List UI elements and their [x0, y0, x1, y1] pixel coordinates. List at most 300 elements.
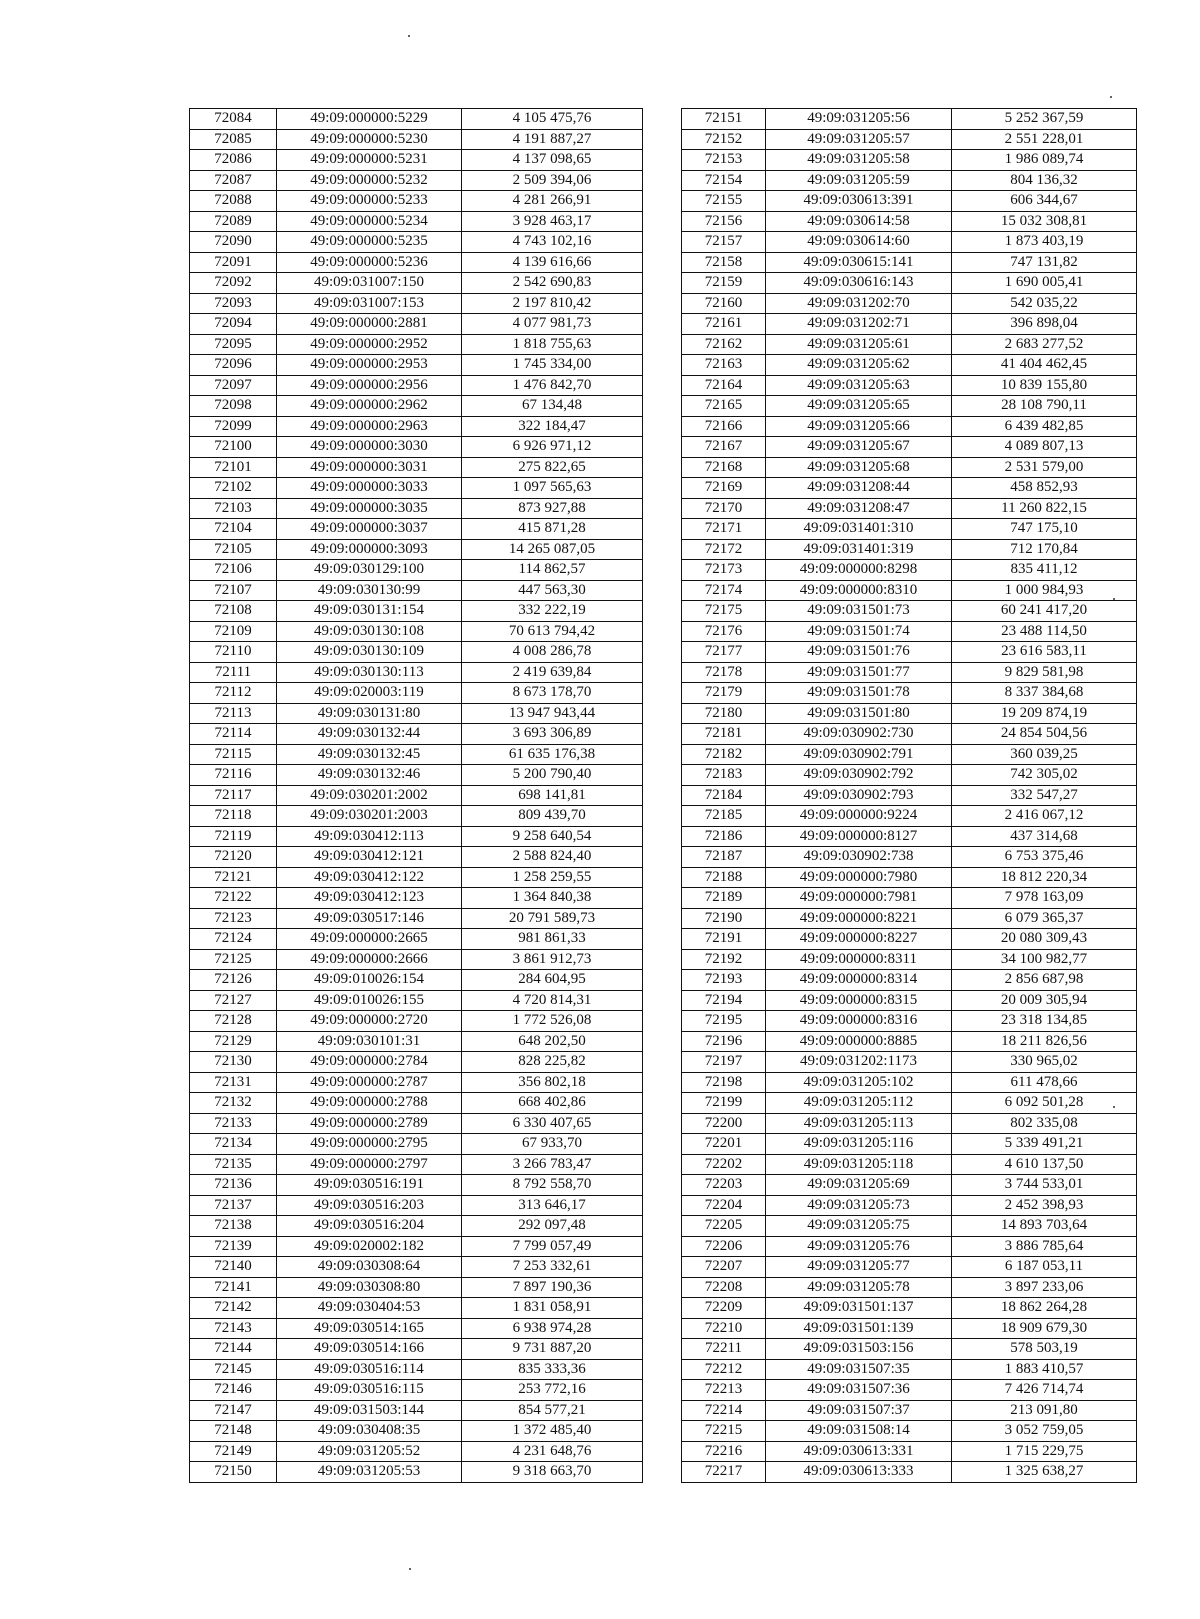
row-number: 72165 — [682, 396, 766, 417]
table-row — [682, 252, 1137, 273]
cadastral-number: 49:09:000000:5236 — [277, 252, 462, 273]
table-row — [190, 1031, 643, 1052]
cadastral-number: 49:09:030516:203 — [277, 1195, 462, 1216]
table-row — [682, 703, 1137, 724]
table-row — [190, 1236, 643, 1257]
cadastral-number: 49:09:000000:2956 — [277, 375, 462, 396]
cadastral-number: 49:09:000000:5230 — [277, 129, 462, 150]
table-row — [190, 1257, 643, 1278]
row-number: 72169 — [682, 478, 766, 499]
amount-value: 1 325 638,27 — [952, 1462, 1137, 1483]
amount-value: 313 646,17 — [462, 1195, 643, 1216]
amount-value: 3 861 912,73 — [462, 949, 643, 970]
table-row — [190, 703, 643, 724]
row-number: 72094 — [190, 314, 277, 335]
table-row — [190, 1339, 643, 1360]
cadastral-number: 49:09:030130:113 — [277, 662, 462, 683]
row-number: 72152 — [682, 129, 766, 150]
table-row — [682, 170, 1137, 191]
row-number: 72095 — [190, 334, 277, 355]
table-row — [682, 1318, 1137, 1339]
row-number: 72158 — [682, 252, 766, 273]
cadastral-number: 49:09:031205:63 — [766, 375, 952, 396]
table-row — [190, 662, 643, 683]
amount-value: 1 745 334,00 — [462, 355, 643, 376]
cadastral-number: 49:09:030308:64 — [277, 1257, 462, 1278]
cadastral-number: 49:09:000000:2666 — [277, 949, 462, 970]
row-number: 72170 — [682, 498, 766, 519]
cadastral-number: 49:09:000000:5235 — [277, 232, 462, 253]
row-number: 72112 — [190, 683, 277, 704]
amount-value: 1 772 526,08 — [462, 1011, 643, 1032]
table-row — [682, 908, 1137, 929]
row-number: 72139 — [190, 1236, 277, 1257]
row-number: 72113 — [190, 703, 277, 724]
cadastral-number: 49:09:031205:61 — [766, 334, 952, 355]
table-row — [190, 396, 643, 417]
table-row — [190, 867, 643, 888]
table-row — [190, 519, 643, 540]
table-row — [190, 1400, 643, 1421]
cadastral-number: 49:09:031205:56 — [766, 109, 952, 130]
row-number: 72140 — [190, 1257, 277, 1278]
table-row — [190, 498, 643, 519]
table-row — [682, 478, 1137, 499]
row-number: 72192 — [682, 949, 766, 970]
amount-value: 2 416 067,12 — [952, 806, 1137, 827]
row-number: 72214 — [682, 1400, 766, 1421]
table-row — [682, 1298, 1137, 1319]
cadastral-number: 49:09:000000:8221 — [766, 908, 952, 929]
row-number: 72177 — [682, 642, 766, 663]
row-number: 72194 — [682, 990, 766, 1011]
row-number: 72197 — [682, 1052, 766, 1073]
amount-value: 2 551 228,01 — [952, 129, 1137, 150]
cadastral-number: 49:09:031202:71 — [766, 314, 952, 335]
row-number: 72109 — [190, 621, 277, 642]
amount-value: 9 829 581,98 — [952, 662, 1137, 683]
cadastral-number: 49:09:000000:7981 — [766, 888, 952, 909]
table-row — [190, 211, 643, 232]
row-number: 72162 — [682, 334, 766, 355]
row-number: 72145 — [190, 1359, 277, 1380]
row-number: 72114 — [190, 724, 277, 745]
row-number: 72123 — [190, 908, 277, 929]
table-row — [190, 170, 643, 191]
amount-value: 606 344,67 — [952, 191, 1137, 212]
amount-value: 698 141,81 — [462, 785, 643, 806]
amount-value: 9 258 640,54 — [462, 826, 643, 847]
amount-value: 60 241 417,20 — [952, 601, 1137, 622]
cadastral-number: 49:09:000000:9224 — [766, 806, 952, 827]
amount-value: 1 372 485,40 — [462, 1421, 643, 1442]
row-number: 72151 — [682, 109, 766, 130]
row-number: 72092 — [190, 273, 277, 294]
amount-value: 2 542 690,83 — [462, 273, 643, 294]
table-row — [682, 621, 1137, 642]
amount-value: 747 175,10 — [952, 519, 1137, 540]
row-number: 72153 — [682, 150, 766, 171]
amount-value: 4 105 475,76 — [462, 109, 643, 130]
table-row — [682, 437, 1137, 458]
cadastral-number: 49:09:031501:73 — [766, 601, 952, 622]
row-number: 72207 — [682, 1257, 766, 1278]
row-number: 72176 — [682, 621, 766, 642]
amount-value: 1 476 842,70 — [462, 375, 643, 396]
row-number: 72137 — [190, 1195, 277, 1216]
cadastral-number: 49:09:031205:59 — [766, 170, 952, 191]
row-number: 72099 — [190, 416, 277, 437]
amount-value: 611 478,66 — [952, 1072, 1137, 1093]
table-row — [190, 1318, 643, 1339]
amount-value: 3 744 533,01 — [952, 1175, 1137, 1196]
cadastral-number: 49:09:000000:2789 — [277, 1113, 462, 1134]
cadastral-number: 49:09:031205:76 — [766, 1236, 952, 1257]
amount-value: 6 330 407,65 — [462, 1113, 643, 1134]
table-row — [682, 1421, 1137, 1442]
cadastral-number: 49:09:030514:165 — [277, 1318, 462, 1339]
cadastral-number: 49:09:030902:730 — [766, 724, 952, 745]
row-number: 72104 — [190, 519, 277, 540]
row-number: 72184 — [682, 785, 766, 806]
amount-value: 9 731 887,20 — [462, 1339, 643, 1360]
row-number: 72105 — [190, 539, 277, 560]
cadastral-number: 49:09:000000:8314 — [766, 970, 952, 991]
amount-value: 18 812 220,34 — [952, 867, 1137, 888]
amount-value: 5 252 367,59 — [952, 109, 1137, 130]
amount-value: 1 097 565,63 — [462, 478, 643, 499]
table-row — [190, 1195, 643, 1216]
cadastral-number: 49:09:000000:2787 — [277, 1072, 462, 1093]
amount-value: 2 452 398,93 — [952, 1195, 1137, 1216]
table-row — [190, 970, 643, 991]
amount-value: 10 839 155,80 — [952, 375, 1137, 396]
table-row — [190, 1093, 643, 1114]
row-number: 72213 — [682, 1380, 766, 1401]
table-row — [682, 211, 1137, 232]
cadastral-number: 49:09:030412:123 — [277, 888, 462, 909]
amount-value: 20 791 589,73 — [462, 908, 643, 929]
table-row — [190, 1011, 643, 1032]
amount-value: 8 673 178,70 — [462, 683, 643, 704]
amount-value: 458 852,93 — [952, 478, 1137, 499]
row-number: 72198 — [682, 1072, 766, 1093]
cadastral-number: 49:09:031501:74 — [766, 621, 952, 642]
cadastral-number: 49:09:030130:109 — [277, 642, 462, 663]
row-number: 72086 — [190, 150, 277, 171]
amount-value: 804 136,32 — [952, 170, 1137, 191]
row-number: 72147 — [190, 1400, 277, 1421]
row-number: 72106 — [190, 560, 277, 581]
cadastral-number: 49:09:031205:66 — [766, 416, 952, 437]
row-number: 72098 — [190, 396, 277, 417]
table-row — [682, 1093, 1137, 1114]
row-number: 72182 — [682, 744, 766, 765]
row-number: 72118 — [190, 806, 277, 827]
cadastral-number: 49:09:000000:2952 — [277, 334, 462, 355]
table-row — [682, 785, 1137, 806]
cadastral-number: 49:09:031401:310 — [766, 519, 952, 540]
table-row — [190, 1359, 643, 1380]
cadastral-number: 49:09:030131:80 — [277, 703, 462, 724]
cadastral-number: 49:09:000000:5229 — [277, 109, 462, 130]
cadastral-number: 49:09:000000:2665 — [277, 929, 462, 950]
table-row — [190, 888, 643, 909]
row-number: 72103 — [190, 498, 277, 519]
cadastral-number: 49:09:031205:65 — [766, 396, 952, 417]
cadastral-number: 49:09:031501:137 — [766, 1298, 952, 1319]
amount-value: 3 266 783,47 — [462, 1154, 643, 1175]
row-number: 72121 — [190, 867, 277, 888]
row-number: 72144 — [190, 1339, 277, 1360]
amount-value: 3 693 306,89 — [462, 724, 643, 745]
row-number: 72090 — [190, 232, 277, 253]
amount-value: 23 488 114,50 — [952, 621, 1137, 642]
cadastral-number: 49:09:031501:76 — [766, 642, 952, 663]
amount-value: 1 364 840,38 — [462, 888, 643, 909]
amount-value: 2 683 277,52 — [952, 334, 1137, 355]
table-row — [682, 416, 1137, 437]
cadastral-number: 49:09:031205:58 — [766, 150, 952, 171]
row-number: 72209 — [682, 1298, 766, 1319]
cadastral-number: 49:09:030412:121 — [277, 847, 462, 868]
amount-value: 6 439 482,85 — [952, 416, 1137, 437]
row-number: 72193 — [682, 970, 766, 991]
table-row — [190, 539, 643, 560]
cadastral-number: 49:09:031205:62 — [766, 355, 952, 376]
row-number: 72179 — [682, 683, 766, 704]
table-row — [190, 560, 643, 581]
cadastral-number: 49:09:030130:99 — [277, 580, 462, 601]
amount-value: 8 792 558,70 — [462, 1175, 643, 1196]
amount-value: 2 588 824,40 — [462, 847, 643, 868]
table-row — [190, 1175, 643, 1196]
table-row — [682, 273, 1137, 294]
row-number: 72111 — [190, 662, 277, 683]
amount-value: 15 032 308,81 — [952, 211, 1137, 232]
row-number: 72150 — [190, 1462, 277, 1483]
table-row — [190, 621, 643, 642]
row-number: 72138 — [190, 1216, 277, 1237]
row-number: 72157 — [682, 232, 766, 253]
table-row — [682, 826, 1137, 847]
amount-value: 14 265 087,05 — [462, 539, 643, 560]
cadastral-number: 49:09:031501:77 — [766, 662, 952, 683]
cadastral-number: 49:09:031507:36 — [766, 1380, 952, 1401]
table-row — [190, 785, 643, 806]
row-number: 72183 — [682, 765, 766, 786]
table-row — [682, 990, 1137, 1011]
scan-speck — [409, 1568, 411, 1570]
amount-value: 2 509 394,06 — [462, 170, 643, 191]
table-row — [682, 1154, 1137, 1175]
row-number: 72187 — [682, 847, 766, 868]
table-row — [682, 806, 1137, 827]
cadastral-number: 49:09:031507:37 — [766, 1400, 952, 1421]
row-number: 72107 — [190, 580, 277, 601]
ledger-table-right — [681, 108, 1137, 1483]
amount-value: 360 039,25 — [952, 744, 1137, 765]
cadastral-number: 49:09:031202:1173 — [766, 1052, 952, 1073]
table-row — [682, 109, 1137, 130]
table-row — [190, 601, 643, 622]
table-row — [190, 293, 643, 314]
amount-value: 4 231 648,76 — [462, 1441, 643, 1462]
table-row — [682, 1257, 1137, 1278]
amount-value: 4 008 286,78 — [462, 642, 643, 663]
cadastral-number: 49:09:020002:182 — [277, 1236, 462, 1257]
amount-value: 23 616 583,11 — [952, 642, 1137, 663]
amount-value: 828 225,82 — [462, 1052, 643, 1073]
row-number: 72173 — [682, 560, 766, 581]
amount-value: 3 886 785,64 — [952, 1236, 1137, 1257]
table-row — [190, 355, 643, 376]
amount-value: 4 089 807,13 — [952, 437, 1137, 458]
table-row — [190, 847, 643, 868]
amount-value: 61 635 176,38 — [462, 744, 643, 765]
amount-value: 356 802,18 — [462, 1072, 643, 1093]
amount-value: 2 419 639,84 — [462, 662, 643, 683]
amount-value: 284 604,95 — [462, 970, 643, 991]
cadastral-number: 49:09:030132:45 — [277, 744, 462, 765]
cadastral-number: 49:09:000000:8298 — [766, 560, 952, 581]
table-row — [190, 1216, 643, 1237]
amount-value: 275 822,65 — [462, 457, 643, 478]
amount-value: 67 134,48 — [462, 396, 643, 417]
row-number: 72172 — [682, 539, 766, 560]
amount-value: 3 052 759,05 — [952, 1421, 1137, 1442]
amount-value: 253 772,16 — [462, 1380, 643, 1401]
cadastral-number: 49:09:031205:69 — [766, 1175, 952, 1196]
row-number: 72161 — [682, 314, 766, 335]
cadastral-number: 49:09:030132:46 — [277, 765, 462, 786]
amount-value: 6 187 053,11 — [952, 1257, 1137, 1278]
row-number: 72174 — [682, 580, 766, 601]
cadastral-number: 49:09:000000:8885 — [766, 1031, 952, 1052]
cadastral-number: 49:09:030201:2002 — [277, 785, 462, 806]
table-row — [682, 1113, 1137, 1134]
amount-value: 332 547,27 — [952, 785, 1137, 806]
table-row — [190, 375, 643, 396]
cadastral-number: 49:09:030129:100 — [277, 560, 462, 581]
table-row — [682, 1216, 1137, 1237]
row-number: 72149 — [190, 1441, 277, 1462]
amount-value: 9 318 663,70 — [462, 1462, 643, 1483]
scan-speck — [1113, 1106, 1115, 1108]
row-number: 72155 — [682, 191, 766, 212]
table-row — [682, 1236, 1137, 1257]
amount-value: 18 909 679,30 — [952, 1318, 1137, 1339]
cadastral-number: 49:09:031205:75 — [766, 1216, 952, 1237]
amount-value: 41 404 462,45 — [952, 355, 1137, 376]
table-row — [682, 888, 1137, 909]
amount-value: 114 862,57 — [462, 560, 643, 581]
cadastral-number: 49:09:030516:115 — [277, 1380, 462, 1401]
cadastral-number: 49:09:000000:5234 — [277, 211, 462, 232]
cadastral-number: 49:09:030412:113 — [277, 826, 462, 847]
row-number: 72199 — [682, 1093, 766, 1114]
row-number: 72141 — [190, 1277, 277, 1298]
row-number: 72148 — [190, 1421, 277, 1442]
row-number: 72189 — [682, 888, 766, 909]
amount-value: 1 690 005,41 — [952, 273, 1137, 294]
table-row — [682, 498, 1137, 519]
cadastral-number: 49:09:000000:3035 — [277, 498, 462, 519]
cadastral-number: 49:09:031205:73 — [766, 1195, 952, 1216]
amount-value: 1 715 229,75 — [952, 1441, 1137, 1462]
cadastral-number: 49:09:031202:70 — [766, 293, 952, 314]
amount-value: 34 100 982,77 — [952, 949, 1137, 970]
row-number: 72134 — [190, 1134, 277, 1155]
row-number: 72127 — [190, 990, 277, 1011]
row-number: 72110 — [190, 642, 277, 663]
table-row — [190, 232, 643, 253]
row-number: 72202 — [682, 1154, 766, 1175]
row-number: 72126 — [190, 970, 277, 991]
table-row — [190, 478, 643, 499]
cadastral-number: 49:09:030614:60 — [766, 232, 952, 253]
table-row — [682, 129, 1137, 150]
row-number: 72215 — [682, 1421, 766, 1442]
row-number: 72201 — [682, 1134, 766, 1155]
amount-value: 14 893 703,64 — [952, 1216, 1137, 1237]
cadastral-number: 49:09:030613:333 — [766, 1462, 952, 1483]
table-row — [682, 1359, 1137, 1380]
row-number: 72159 — [682, 273, 766, 294]
table-row — [190, 744, 643, 765]
table-row — [190, 1072, 643, 1093]
row-number: 72143 — [190, 1318, 277, 1339]
cadastral-number: 49:09:030613:331 — [766, 1441, 952, 1462]
cadastral-number: 49:09:000000:8127 — [766, 826, 952, 847]
row-number: 72142 — [190, 1298, 277, 1319]
row-number: 72108 — [190, 601, 277, 622]
table-row — [190, 416, 643, 437]
table-row — [190, 1113, 643, 1134]
scan-speck — [408, 35, 410, 37]
table-row — [190, 724, 643, 745]
row-number: 72167 — [682, 437, 766, 458]
amount-value: 6 079 365,37 — [952, 908, 1137, 929]
amount-value: 67 933,70 — [462, 1134, 643, 1155]
table-row — [682, 1072, 1137, 1093]
cadastral-number: 49:09:031205:116 — [766, 1134, 952, 1155]
amount-value: 4 743 102,16 — [462, 232, 643, 253]
row-number: 72124 — [190, 929, 277, 950]
row-number: 72195 — [682, 1011, 766, 1032]
amount-value: 1 873 403,19 — [952, 232, 1137, 253]
table-row — [682, 1400, 1137, 1421]
row-number: 72136 — [190, 1175, 277, 1196]
amount-value: 2 856 687,98 — [952, 970, 1137, 991]
cadastral-number: 49:09:031205:52 — [277, 1441, 462, 1462]
table-row — [190, 191, 643, 212]
amount-value: 18 211 826,56 — [952, 1031, 1137, 1052]
table-row — [682, 191, 1137, 212]
row-number: 72097 — [190, 375, 277, 396]
table-row — [190, 806, 643, 827]
table-row — [190, 150, 643, 171]
cadastral-number: 49:09:031507:35 — [766, 1359, 952, 1380]
cadastral-number: 49:09:030514:166 — [277, 1339, 462, 1360]
row-number: 72102 — [190, 478, 277, 499]
table-row — [190, 1277, 643, 1298]
amount-value: 6 753 375,46 — [952, 847, 1137, 868]
table-row — [190, 949, 643, 970]
cadastral-number: 49:09:030408:35 — [277, 1421, 462, 1442]
cadastral-number: 49:09:000000:2962 — [277, 396, 462, 417]
row-number: 72130 — [190, 1052, 277, 1073]
